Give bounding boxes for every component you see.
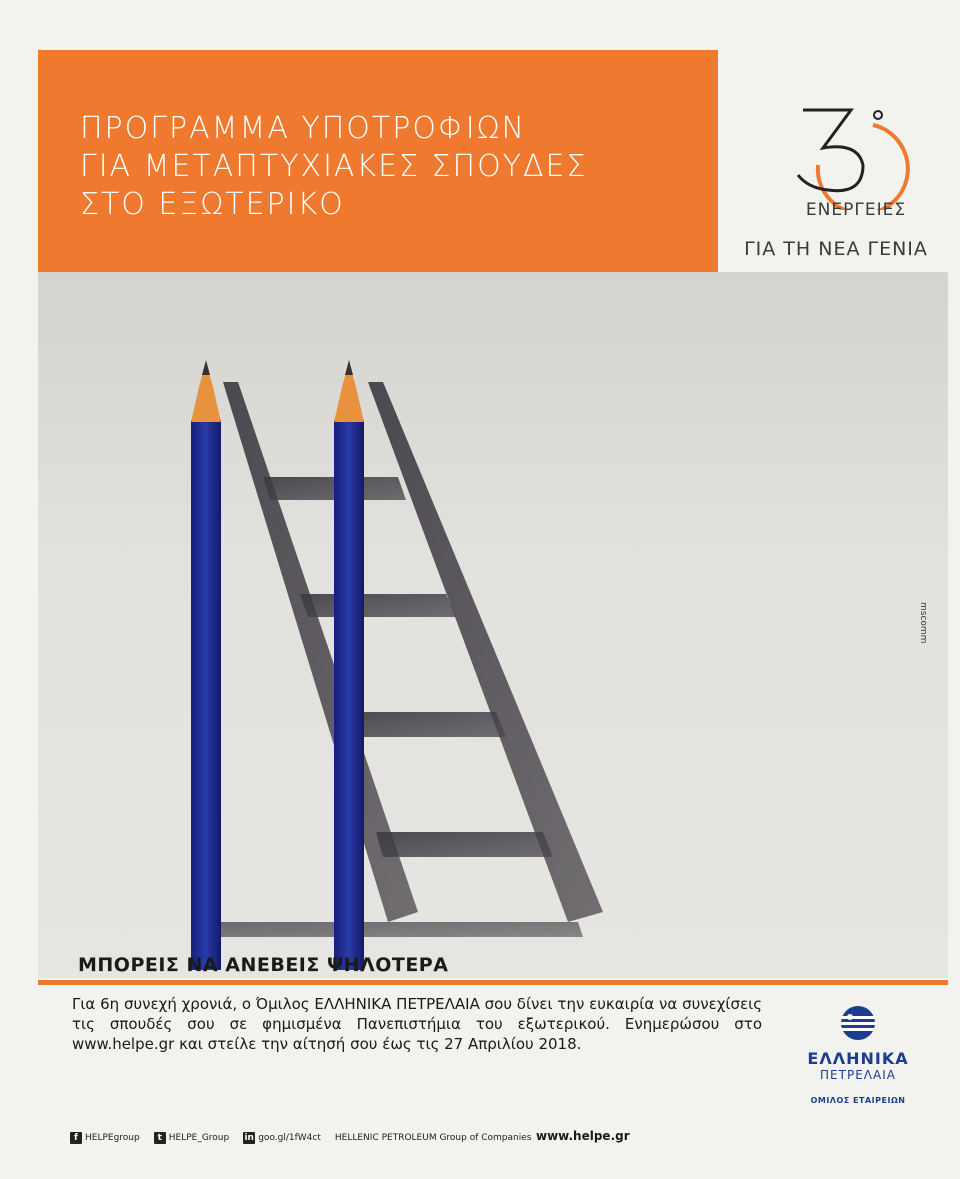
linkedin-icon: in bbox=[244, 1133, 254, 1143]
facebook-link[interactable] bbox=[70, 1132, 140, 1144]
headline-line-3: ΣΤΟ ΕΞΩΤΕΡΙΚΟ bbox=[80, 187, 345, 222]
pencil-ladder-illustration bbox=[38, 272, 948, 978]
headline-band bbox=[38, 50, 718, 272]
brand-name-line1: ΕΛΛΗΝΙΚΑ bbox=[807, 1049, 909, 1068]
twitter-icon: t bbox=[154, 1132, 166, 1144]
headline-line-1: ΠΡΟΓΡΑΜΜΑ ΥΠΟΤΡΟΦΙΩΝ bbox=[80, 111, 526, 146]
advertisement bbox=[38, 50, 948, 1160]
headline bbox=[80, 110, 587, 224]
orange-divider bbox=[38, 980, 948, 985]
hellenic-petroleum-logo bbox=[798, 1005, 918, 1105]
photo-credit: mscomm bbox=[918, 602, 928, 644]
logo-word: ΕΝΕΡΓΕΙΕΣ bbox=[805, 200, 907, 220]
linkedin-link[interactable] bbox=[243, 1132, 321, 1144]
brand-name-line2: ΠΕΤΡΕΛΑΙΑ bbox=[820, 1068, 896, 1082]
headline-line-2: ΓΙΑ ΜΕΤΑΠΤΥΧΙΑΚΕΣ ΣΠΟΥΔΕΣ bbox=[80, 149, 588, 184]
facebook-handle: HELPEgroup bbox=[85, 1133, 140, 1143]
pencil-right bbox=[334, 420, 364, 970]
website-link[interactable]: www.helpe.gr bbox=[536, 1129, 630, 1143]
logo-subtitle: ΓΙΑ ΤΗ ΝΕΑ ΓΕΝΙΑ bbox=[744, 238, 928, 260]
tagline: ΜΠΟΡΕΙΣ ΝΑ ΑΝΕΒΕΙΣ ΨΗΛΟΤΕΡΑ bbox=[78, 954, 449, 976]
body-copy: Για 6η συνεχή χρονιά, ο Όμιλος ΕΛΛΗΝΙΚΑ ΠΕΤΡΕΛΑΙΑ σου δίνει την ευκαιρία να συνεχίσεις τις σπουδές σου σε φημισμένα Πανεπιστήμια του εξωτερικού. Ενημερώσου στο www.helpe.gr και στείλε την αίτησή σου έως τις 27 Απριλίου 2018. bbox=[72, 995, 762, 1053]
brand-group-label: ΟΜΙΛΟΣ ΕΤΑΙΡΕΙΩΝ bbox=[810, 1096, 906, 1105]
anniversary-30-mark bbox=[773, 70, 913, 210]
globe-icon bbox=[840, 1005, 876, 1041]
company-group-label: HELLENIC PETROLEUM Group of Companies bbox=[334, 1133, 532, 1143]
twitter-link[interactable] bbox=[154, 1132, 229, 1144]
twitter-handle: HELPE_Group bbox=[168, 1133, 230, 1143]
linkedin-url: goo.gl/1fW4ct bbox=[258, 1133, 321, 1143]
facebook-icon: f bbox=[70, 1132, 82, 1144]
pencil-left bbox=[191, 420, 221, 970]
pencils-ladder-photo bbox=[38, 272, 948, 978]
